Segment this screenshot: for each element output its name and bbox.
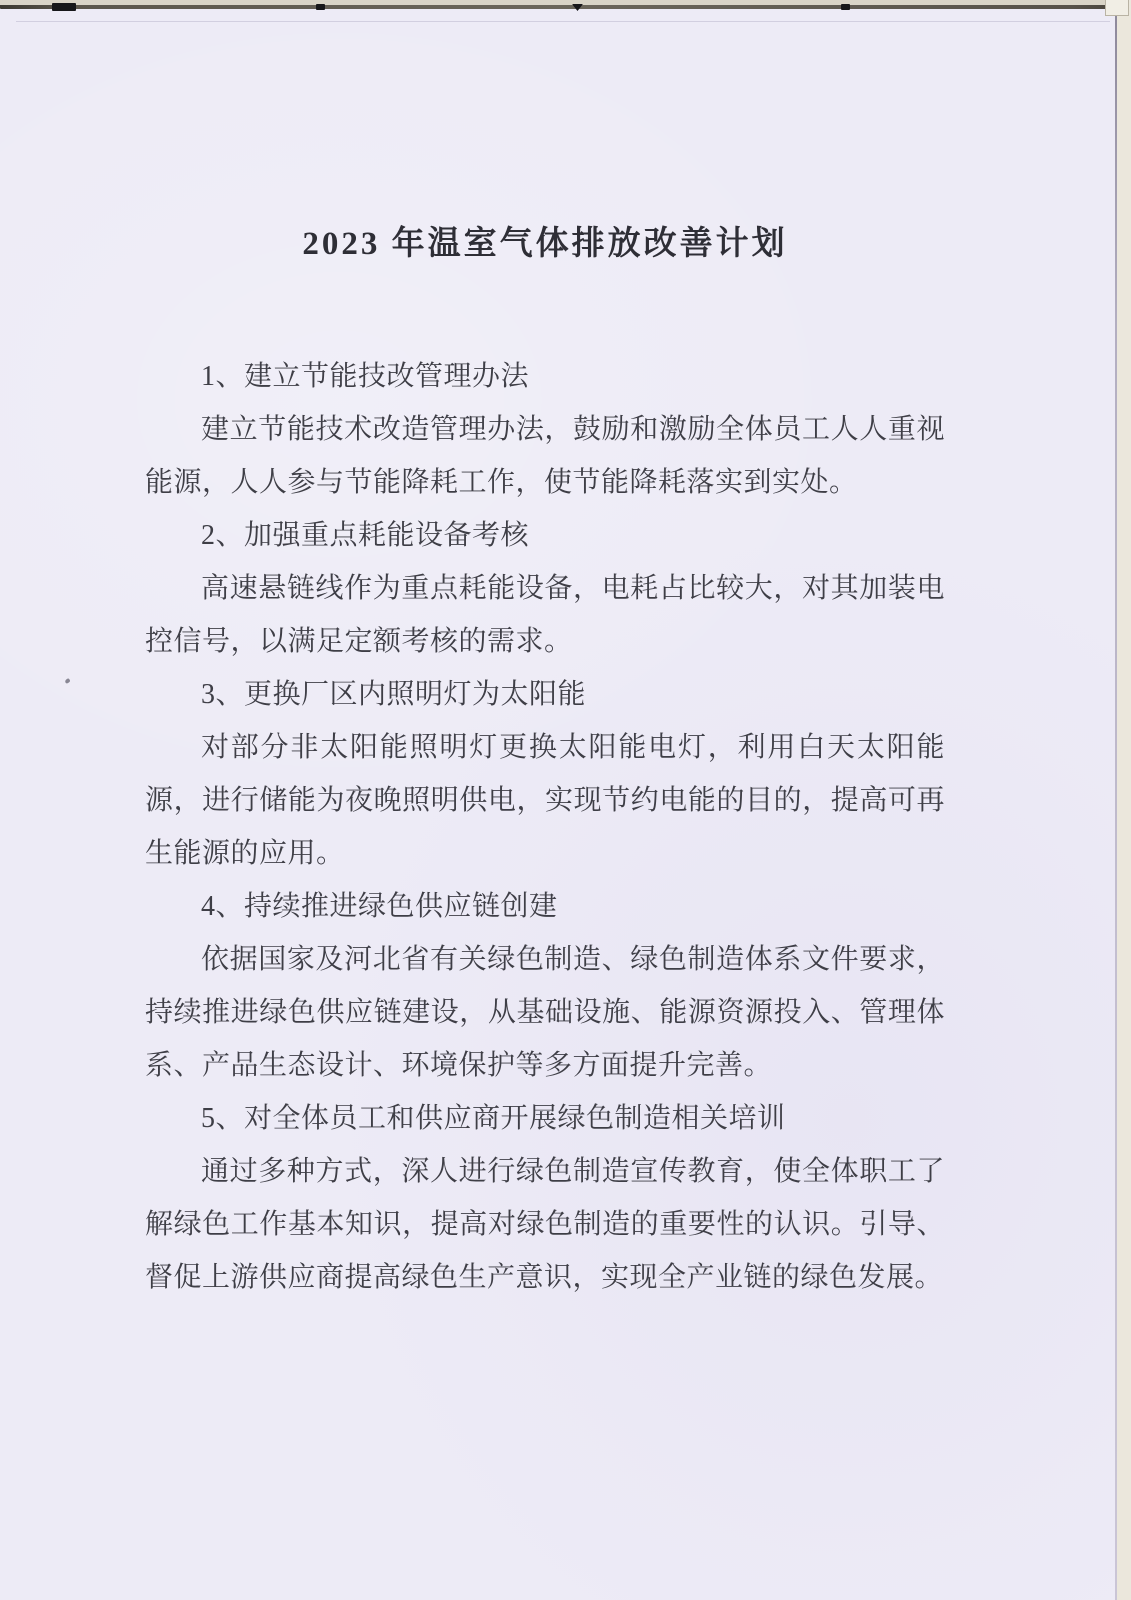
paper-crease-line xyxy=(16,21,1110,22)
document-section xyxy=(145,668,945,880)
document-title: 2023 年温室气体排放改善计划 xyxy=(302,226,788,262)
section-paragraph: 依据国家及河北省有关绿色制造、绿色制造体系文件要求，持续推进绿色供应链建设，从基础设施、能源资源投入、管理体系、产品生态设计、环境保护等多方面提升完善。 xyxy=(145,944,945,1081)
section-list xyxy=(145,350,945,1304)
scan-edge-top-line xyxy=(0,5,1117,9)
section-heading: 3、更换厂区内照明灯为太阳能 xyxy=(201,679,587,710)
scan-tick-mark xyxy=(841,4,850,10)
section-heading: 4、持续推进绿色供应链创建 xyxy=(201,891,558,922)
scan-corner-notch xyxy=(1105,0,1129,16)
section-paragraph: 对部分非太阳能照明灯更换太阳能电灯，利用白天太阳能源，进行储能为夜晚照明供电，实现节约电能的目的，提高可再生能源的应用。 xyxy=(145,732,945,869)
document-section xyxy=(145,509,945,668)
document-section xyxy=(145,1092,945,1304)
scan-tick-mark xyxy=(316,4,325,10)
section-heading: 1、建立节能技改管理办法 xyxy=(201,361,530,392)
document-section xyxy=(145,880,945,1092)
scanner-bed-right-strip xyxy=(1117,0,1131,1600)
section-heading: 2、加强重点耗能设备考核 xyxy=(201,520,530,551)
document-section xyxy=(145,350,945,509)
section-paragraph: 高速悬链线作为重点耗能设备，电耗占比较大，对其加装电控信号，以满足定额考核的需求。 xyxy=(145,573,945,657)
document-content xyxy=(145,222,945,1304)
ink-speck xyxy=(64,678,70,684)
section-paragraph: 通过多种方式，深人进行绿色制造宣传教育，使全体职工了解绿色工作基本知识，提高对绿色制造的重要性的认识。引导、督促上游供应商提高绿色生产意识，实现全产业链的绿色发展。 xyxy=(145,1156,945,1293)
section-paragraph: 建立节能技术改造管理办法，鼓励和激励全体员工人人重视能源，人人参与节能降耗工作，使节能降耗落实到实处。 xyxy=(145,414,945,498)
section-heading: 5、对全体员工和供应商开展绿色制造相关培训 xyxy=(201,1103,786,1134)
scan-tick-mark xyxy=(52,3,76,11)
